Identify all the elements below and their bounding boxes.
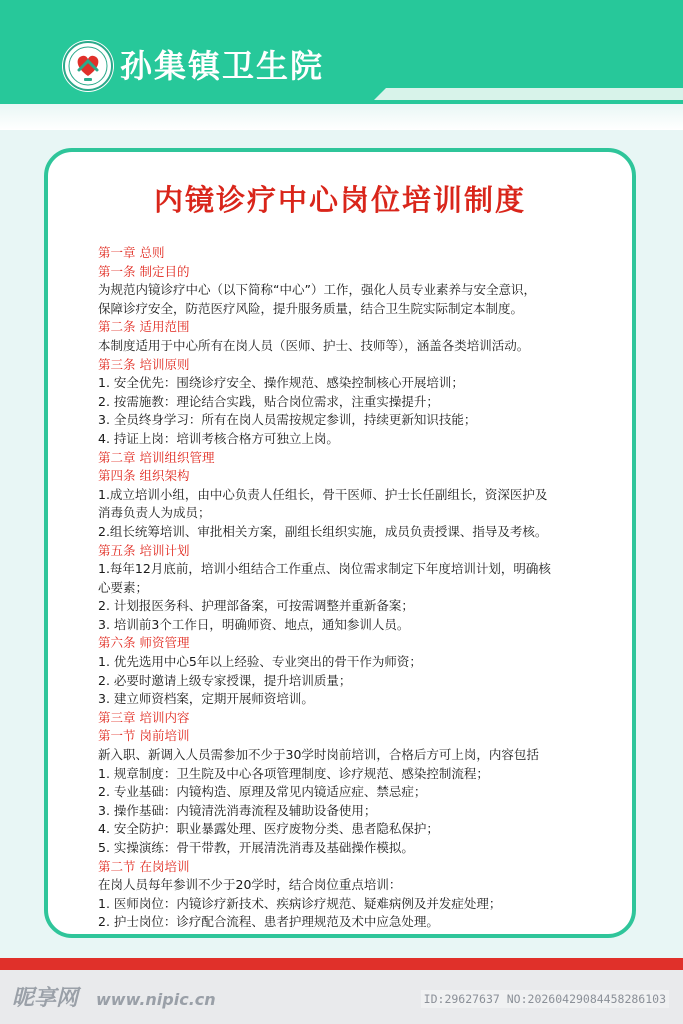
watermark-id: ID:29627637 NO:20260429084458286103 — [421, 990, 669, 1008]
body-line: 2.组长统筹培训、审批相关方案，副组长组织实施，成员负责授课、指导及考核。 — [98, 523, 548, 539]
body-line: 消毒负责人为成员； — [98, 505, 211, 521]
document-body — [98, 244, 614, 932]
section-heading: 第三章 培训内容 — [98, 709, 190, 725]
body-line: 1. 医师岗位：内镜诊疗新技术、疾病诊疗规范、疑难病例及并发症处理； — [98, 895, 502, 911]
document-title: 内镜诊疗中心岗位培训制度 — [153, 183, 526, 217]
body-line: 5. 实操演练：骨干带教，开展清洗消毒及基础操作模拟。 — [98, 840, 414, 855]
body-line: 3. 建立师资档案，定期开展师资培训。 — [98, 691, 314, 707]
section-heading: 第三条 培训原则 — [98, 356, 190, 372]
body-line: 3. 操作基础：内镜清洗消毒流程及辅助设备使用； — [98, 802, 377, 818]
watermark-url: www.nipic.cn — [96, 990, 216, 1009]
body-line: 2. 按需施教：理论结合实践，贴合岗位需求，注重实操提升； — [98, 393, 439, 409]
body-line: 2. 专业基础：内镜构造、原理及常见内镜适应症、禁忌症； — [98, 784, 427, 800]
section-heading: 第四条 组织架构 — [98, 468, 190, 484]
section-heading: 第二章 培训组织管理 — [98, 449, 215, 465]
body-line: 为规范内镜诊疗中心（以下简称“中心”）工作，强化人员专业素养与安全意识， — [98, 282, 536, 298]
body-line: 心要素； — [98, 579, 149, 595]
body-line: 1.成立培训小组，由中心负责人任组长，骨干医师、护士长任副组长，资深医护及 — [98, 486, 548, 502]
section-heading: 第一节 岗前培训 — [98, 728, 190, 744]
watermark-logo: 昵享网 — [12, 986, 79, 1011]
header-decorative-stripe — [374, 88, 683, 100]
body-line: 2. 护士岗位：诊疗配合流程、患者护理规范及术中应急处理。 — [98, 914, 439, 930]
body-line: 4. 安全防护：职业暴露处理、医疗废物分类、患者隐私保护； — [98, 821, 439, 837]
section-heading: 第六条 师资管理 — [98, 635, 190, 651]
section-heading: 第一条 制定目的 — [98, 263, 190, 279]
section-heading: 第五条 培训计划 — [98, 542, 190, 558]
footer-red-band — [0, 958, 683, 970]
body-line: 保障诊疗安全，防范医疗风险，提升服务质量，结合卫生院实际制定本制度。 — [98, 300, 524, 316]
body-line: 1.每年12月底前，培训小组结合工作重点、岗位需求制定下年度培训计划，明确核 — [98, 561, 551, 577]
body-line: 新入职、新调入人员需参加不少于30学时岗前培训，合格后方可上岗，内容包括 — [98, 747, 539, 763]
section-heading: 第一章 总则 — [98, 245, 165, 260]
header-fade — [0, 104, 683, 130]
content-panel — [44, 148, 636, 938]
body-line: 3. 全员终身学习：所有在岗人员需按规定参训，持续更新知识技能； — [98, 412, 477, 428]
body-line: 1. 优先选用中心5年以上经验、专业突出的骨干作为师资； — [98, 654, 422, 670]
hospital-emblem-icon — [62, 40, 114, 92]
body-line: 1. 安全优先：围绕诊疗安全、操作规范、感染控制核心开展培训； — [98, 375, 464, 391]
section-heading: 第二条 适用范围 — [98, 319, 190, 335]
body-line: 4. 持证上岗：培训考核合格方可独立上岗。 — [98, 430, 339, 446]
body-line: 1. 规章制度：卫生院及中心各项管理制度、诊疗规范、感染控制流程； — [98, 765, 489, 781]
body-line: 2. 计划报医务科、护理部备案，可按需调整并重新备案； — [98, 598, 414, 614]
body-line: 本制度适用于中心所有在岗人员（医师、护士、技师等），涵盖各类培训活动。 — [98, 337, 530, 353]
header-banner — [0, 0, 683, 130]
hospital-name: 孙集镇卫生院 — [120, 47, 325, 85]
body-line: 在岗人员每年参训不少于20学时，结合岗位重点培训： — [98, 877, 402, 893]
body-line: 2. 必要时邀请上级专家授课，提升培训质量； — [98, 672, 352, 688]
section-heading: 第二节 在岗培训 — [98, 858, 190, 874]
body-line: 3. 培训前3个工作日，明确师资、地点，通知参训人员。 — [98, 616, 410, 632]
